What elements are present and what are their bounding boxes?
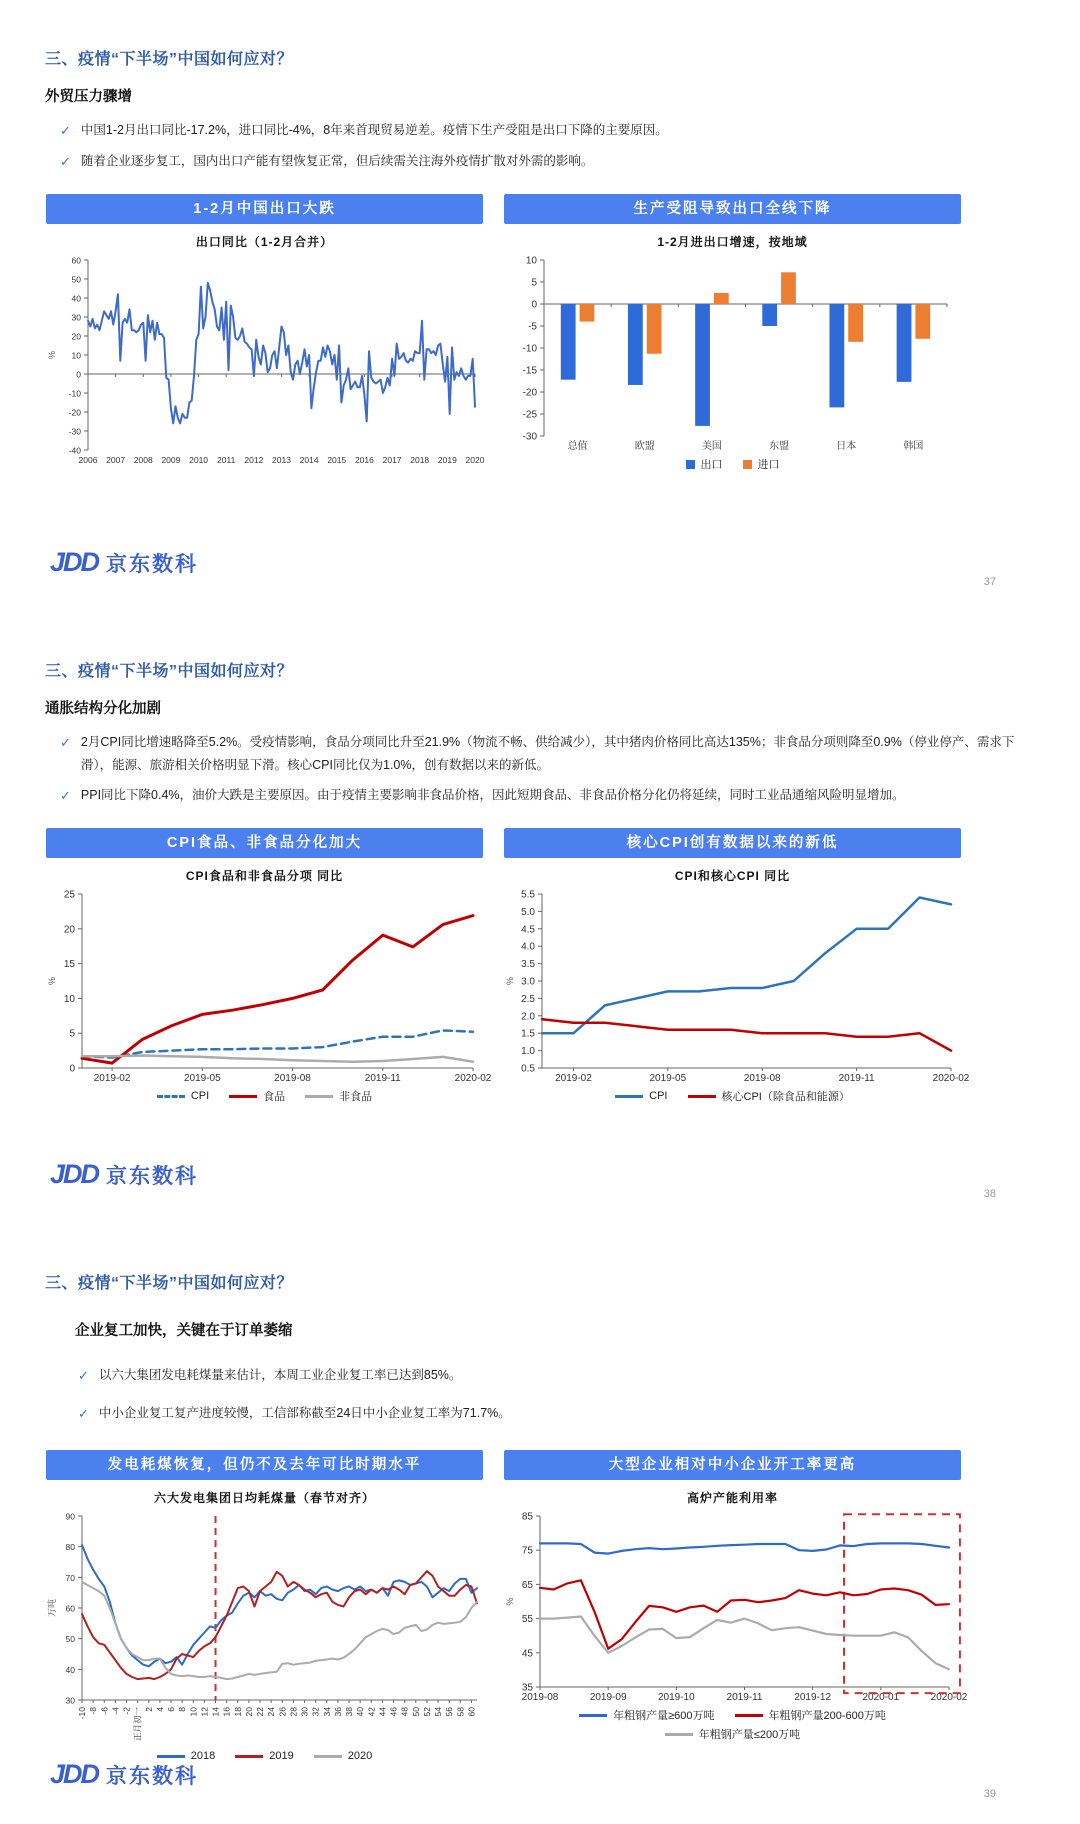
bullet-item [60,150,1035,174]
svg-text:32: 32 [310,1707,321,1717]
legend-label: 年粗钢产量200-600万吨 [768,1710,886,1723]
bullet-text: 以六大集团发电耗煤量来估计，本周工业企业复工率已达到85%。 [98,1368,462,1382]
jdd-logo-mark: JDD [50,1759,99,1789]
svg-text:%: % [47,351,57,360]
svg-text:-2: -2 [121,1707,132,1715]
svg-text:10: 10 [63,994,75,1006]
legend-item [305,1088,372,1104]
chart-panel [504,194,961,472]
svg-text:2018: 2018 [410,455,430,466]
bullet-text: 2月CPI同比增速略降至5.2%。受疫情影响，食品分项同比升至21.9%（物流不畅、供给减少），其中猪肉价格同比高达135%；非食品分项则降至0.9%（停业停产、需求下滑），能源、旅游相关价格明显下滑。核心CPI同比仅为1.0%，创有数据以来的新低。 [80,735,1015,773]
svg-text:2: 2 [143,1707,154,1712]
legend-item [235,1750,293,1762]
svg-text:-15: -15 [522,365,537,377]
svg-text:2019-11: 2019-11 [726,1692,763,1704]
svg-text:20: 20 [63,924,75,936]
bullet-list [0,106,1080,174]
slide-3 [0,1224,1080,1824]
svg-text:总值: 总值 [567,441,588,453]
svg-text:2019-08: 2019-08 [521,1692,559,1704]
svg-text:2016: 2016 [354,455,374,466]
svg-text:2020-02: 2020-02 [930,1692,968,1704]
svg-text:2013: 2013 [272,455,291,466]
svg-text:55: 55 [521,1614,533,1626]
svg-text:2014: 2014 [299,455,319,466]
svg-text:28: 28 [288,1707,299,1717]
chart-title: 1-2月进出口增速，按地域 [657,235,808,250]
svg-text:58: 58 [455,1707,466,1717]
charts-row [46,194,1080,472]
chart-banner: 发电耗煤恢复，但仍不及去年可比时期水平 [46,1450,483,1480]
legend-label: 核心CPI（除食品和能源） [721,1091,850,1104]
svg-text:60: 60 [466,1707,477,1717]
chart-panel [46,1450,483,1762]
legend-item [579,1707,714,1723]
chart-canvas [504,1510,968,1705]
chart-canvas [46,254,483,466]
svg-text:2019-02: 2019-02 [93,1073,131,1085]
svg-text:52: 52 [421,1707,432,1717]
legend-swatch [686,460,695,469]
legend-swatch [305,1095,333,1098]
svg-text:2019-11: 2019-11 [838,1073,875,1085]
svg-text:%: % [505,977,515,986]
svg-text:%: % [47,977,57,986]
chart-canvas [504,254,961,454]
svg-text:2019-10: 2019-10 [657,1692,695,1704]
svg-text:54: 54 [433,1707,444,1717]
legend-item [157,1090,209,1102]
svg-text:70: 70 [65,1572,75,1583]
chart-panel [504,1450,968,1762]
slide-title: 三、疫情“下半场”中国如何应对？ [45,1275,294,1292]
svg-text:2019-11: 2019-11 [364,1073,401,1085]
check-icon: ✓ [78,1368,89,1383]
legend-swatch [735,1714,763,1717]
svg-text:3.0: 3.0 [521,976,535,988]
chart-title: 高炉产能利用率 [686,1491,778,1506]
svg-text:80: 80 [65,1542,75,1553]
svg-text:2019-08: 2019-08 [274,1073,311,1085]
svg-text:0: 0 [76,369,81,380]
section-heading: 企业复工加快，关键在于订单萎缩 [75,1323,293,1339]
svg-text:1.0: 1.0 [521,1046,535,1058]
svg-text:50: 50 [410,1707,421,1717]
bullet-item [78,1402,1035,1426]
legend-swatch [615,1095,643,1098]
jdd-logo-text: 京东数科 [106,1764,199,1788]
page-number: 37 [983,576,996,588]
svg-text:美国: 美国 [701,441,722,453]
svg-text:3.5: 3.5 [521,959,535,971]
svg-text:45: 45 [521,1648,533,1660]
jdd-logo [50,547,198,578]
svg-text:24: 24 [266,1707,277,1717]
jdd-logo [50,1759,198,1790]
svg-text:30: 30 [71,312,81,323]
svg-text:-10: -10 [68,388,81,399]
chart-banner: 大型企业相对中小企业开工率更高 [504,1450,961,1480]
bullet-text: 中小企业复工复产进度较慢，工信部称截至24日中小企业复工率为71.7%。 [98,1406,511,1421]
svg-text:2019-05: 2019-05 [183,1073,221,1085]
svg-text:65: 65 [521,1579,533,1591]
svg-text:40: 40 [355,1707,366,1717]
svg-text:48: 48 [399,1707,410,1717]
svg-text:-20: -20 [68,407,81,418]
svg-text:4.0: 4.0 [521,941,535,953]
chart-canvas [504,888,970,1086]
svg-text:50: 50 [71,274,81,285]
jdd-logo-mark: JDD [50,547,99,577]
legend-swatch [665,1733,693,1736]
slide-title: 三、疫情“下半场”中国如何应对？ [45,51,294,68]
svg-text:2.0: 2.0 [521,1011,535,1023]
svg-text:46: 46 [388,1707,399,1717]
jdd-logo-mark: JDD [50,1159,99,1189]
legend-item [665,1726,800,1742]
svg-text:2017: 2017 [382,455,402,466]
slide-1 [0,0,1080,612]
svg-text:2009: 2009 [161,455,181,466]
chart-title: CPI和核心CPI 同比 [674,869,791,884]
svg-text:-6: -6 [99,1707,110,1715]
svg-text:0: 0 [69,1063,75,1075]
svg-text:60: 60 [71,255,81,266]
jdd-logo [50,1159,198,1190]
svg-text:0.5: 0.5 [521,1063,535,1075]
legend-swatch [157,1755,185,1758]
check-icon: ✓ [60,788,71,804]
charts-row [46,1450,1080,1762]
section-heading: 通胀结构分化加剧 [45,701,161,717]
svg-text:12: 12 [199,1707,210,1717]
svg-text:10: 10 [71,350,81,361]
legend-label: 2020 [347,1750,373,1763]
svg-text:5.5: 5.5 [521,889,535,901]
legend-swatch [235,1755,263,1758]
legend-swatch [743,460,752,469]
chart-panel [504,828,970,1104]
legend-label: 食品 [263,1091,286,1104]
svg-text:正月初一: 正月初一 [132,1707,143,1742]
svg-text:2008: 2008 [133,455,153,466]
svg-text:韩国: 韩国 [903,441,924,453]
svg-text:2019-08: 2019-08 [743,1073,781,1085]
svg-text:2019-05: 2019-05 [649,1073,687,1085]
svg-text:2020-01: 2020-01 [862,1692,900,1704]
svg-text:2019-09: 2019-09 [589,1692,627,1704]
legend-item [229,1088,285,1104]
svg-text:2007: 2007 [106,455,126,466]
legend-item [686,456,723,472]
bullet-item [78,1364,1035,1388]
svg-text:50: 50 [65,1634,75,1645]
svg-text:-4: -4 [110,1707,121,1715]
svg-text:2020-02: 2020-02 [454,1073,492,1085]
svg-text:-30: -30 [68,426,81,437]
chart-panel [46,194,483,472]
svg-text:-30: -30 [522,431,537,443]
legend-swatch [579,1714,607,1717]
svg-text:4: 4 [154,1707,165,1712]
legend-swatch [229,1095,257,1098]
check-icon: ✓ [60,735,71,750]
svg-text:25: 25 [63,889,75,901]
svg-text:5.0: 5.0 [521,907,535,919]
bullet-list [0,718,1080,808]
svg-text:2020: 2020 [465,455,485,466]
chart-title: CPI食品和非食品分项 同比 [185,869,344,884]
svg-text:34: 34 [321,1707,332,1717]
slide-title: 三、疫情“下半场”中国如何应对？ [45,663,294,680]
svg-text:-25: -25 [522,409,537,421]
svg-text:日本: 日本 [836,441,857,453]
svg-text:8: 8 [177,1707,188,1712]
svg-text:2006: 2006 [78,455,98,466]
svg-text:30: 30 [299,1707,310,1717]
svg-text:42: 42 [366,1707,377,1717]
legend-label: 年粗钢产量≤200万吨 [698,1729,801,1742]
chart-canvas [46,1510,483,1748]
page-number: 39 [983,1788,996,1800]
svg-text:18: 18 [232,1707,243,1717]
svg-text:-5: -5 [528,321,537,333]
jdd-logo-text: 京东数科 [106,552,199,576]
svg-text:30: 30 [65,1695,75,1706]
svg-text:60: 60 [65,1603,75,1614]
bullet-text: 随着企业逐步复工，国内出口产能有望恢复正常，但后续需关注海外疫情扩散对外需的影响。 [80,154,594,169]
svg-text:-20: -20 [522,387,537,399]
chart-legend [504,1088,961,1104]
legend-label: CPI [190,1090,210,1103]
chart-banner: 1-2月中国出口大跌 [46,194,483,224]
legend-item [615,1090,667,1102]
legend-item [743,456,780,472]
svg-text:2015: 2015 [327,455,347,466]
svg-text:0: 0 [531,299,537,311]
bullet-item [60,731,1035,777]
svg-text:15: 15 [63,959,75,971]
chart-banner: 生产受阻导致出口全线下降 [504,194,961,224]
svg-text:40: 40 [65,1664,75,1675]
svg-text:14: 14 [210,1707,221,1717]
legend-label: 2018 [190,1750,216,1763]
svg-text:-8: -8 [88,1707,99,1715]
chart-title: 六大发电集团日均耗煤量（春节对齐） [153,1491,375,1506]
legend-label: 出口 [700,459,723,472]
check-icon: ✓ [78,1406,89,1422]
svg-text:22: 22 [255,1707,266,1717]
check-icon: ✓ [60,123,71,138]
svg-text:东盟: 东盟 [769,441,790,453]
svg-text:-10: -10 [77,1707,87,1720]
svg-text:%: % [505,1597,515,1606]
check-icon: ✓ [60,154,71,170]
jdd-logo-text: 京东数科 [106,1164,199,1188]
svg-text:16: 16 [221,1707,232,1717]
svg-text:-40: -40 [68,445,81,456]
legend-label: 年粗钢产量≥600万吨 [613,1710,715,1723]
bullet-text: PPI同比下降0.4%，油价大跌是主要原因。由于疫情主要影响非食品价格，因此短期食品、非食品价格分化仍将延续，同时工业品通缩风险明显增加。 [80,788,905,803]
chart-legend [504,456,961,472]
chart-banner: 核心CPI创有数据以来的新低 [504,828,961,858]
svg-text:2011: 2011 [217,455,236,466]
svg-text:4.5: 4.5 [521,924,535,936]
bullet-item [60,784,1035,808]
bullet-text: 中国1-2月出口同比-17.2%，进口同比-4%，8年来首现贸易逆差。疫情下生产受阻是出口下降的主要原因。 [80,123,668,137]
svg-text:75: 75 [521,1545,533,1557]
chart-legend [46,1088,483,1104]
slide-2 [0,612,1080,1224]
svg-text:56: 56 [444,1707,455,1717]
legend-swatch [157,1095,185,1098]
svg-text:2019-02: 2019-02 [555,1073,592,1085]
legend-label: CPI [649,1090,668,1103]
svg-text:85: 85 [521,1511,533,1523]
svg-text:-10: -10 [522,343,537,355]
svg-text:10: 10 [525,255,537,267]
page-number: 38 [983,1188,996,1200]
legend-swatch [688,1095,716,1098]
svg-text:万吨: 万吨 [47,1599,57,1618]
chart-banner: CPI食品、非食品分化加大 [46,828,483,858]
chart-canvas [46,888,492,1086]
svg-text:6: 6 [166,1707,177,1712]
legend-item [735,1707,886,1723]
charts-row [46,828,1080,1104]
svg-text:36: 36 [332,1707,343,1717]
legend-swatch [314,1755,342,1758]
svg-text:20: 20 [243,1707,254,1717]
chart-legend [504,1707,961,1742]
svg-text:35: 35 [521,1682,533,1694]
svg-text:2010: 2010 [189,455,209,466]
svg-text:2019-12: 2019-12 [794,1692,832,1704]
svg-text:2012: 2012 [244,455,264,466]
svg-text:2020-02: 2020-02 [932,1073,970,1085]
svg-text:26: 26 [277,1707,288,1717]
bullet-item [60,119,1035,143]
svg-text:20: 20 [71,331,81,342]
legend-label: 进口 [757,459,780,472]
svg-text:5: 5 [531,277,537,289]
bullet-list [0,1340,1080,1426]
svg-text:38: 38 [344,1707,355,1717]
legend-item [314,1750,372,1762]
chart-title: 出口同比（1-2月合并） [195,235,334,250]
svg-text:欧盟: 欧盟 [634,441,655,453]
legend-item [688,1088,850,1104]
svg-text:44: 44 [377,1707,388,1717]
svg-text:40: 40 [71,293,81,304]
svg-text:5: 5 [69,1028,75,1040]
section-heading: 外贸压力骤增 [45,89,132,105]
svg-text:2019: 2019 [437,455,457,466]
svg-text:2.5: 2.5 [521,994,535,1006]
svg-text:90: 90 [65,1511,75,1522]
svg-text:1.5: 1.5 [521,1028,535,1040]
legend-label: 2019 [269,1750,294,1763]
legend-label: 非食品 [339,1091,373,1104]
chart-panel [46,828,492,1104]
svg-text:10: 10 [188,1707,199,1717]
